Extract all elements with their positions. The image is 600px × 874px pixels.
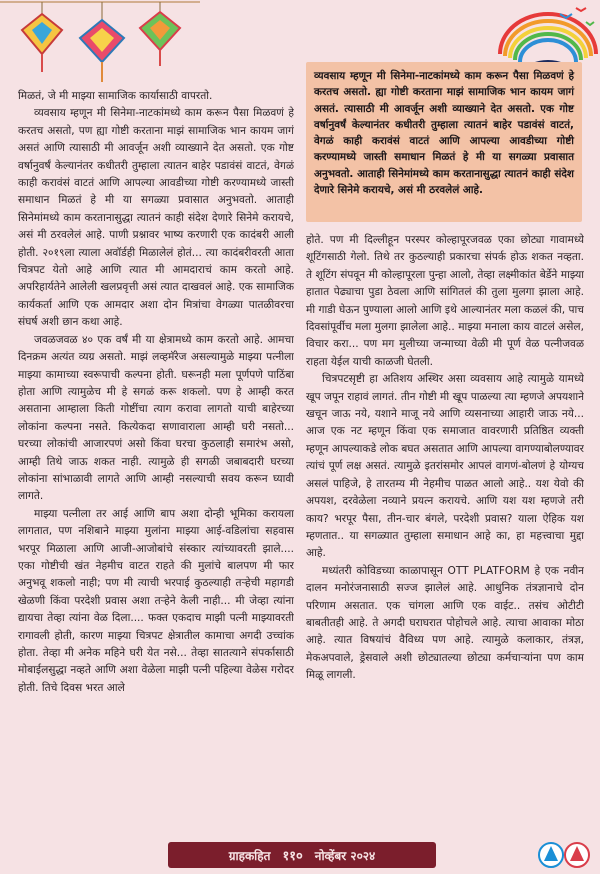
- lantern-icon: [140, 2, 180, 66]
- paragraph: जवळजवळ ४० एक वर्षं मी या क्षेत्रामध्ये काम करतो आहे. आमचा दिनक्रम अत्यंत व्यग्र असतो. माझं लव्हमॅरेज असल्यामुळे माझ्या पत्नीला माझ्या कामाच्या स्वरूपाची कल्पना होती. घरूनही मला पूर्णपणे पाठिंबा होता आणि त्यामुळेच मी हे सगळं करू शकलो. पण हे आम्ही करत असताना आम्हाला किती गोष्टींचा त्याग करावा लागतो याची बाहेरच्या लोकांना कल्पना नसते. कित्येकदा सणावाराला आम्ही घरी नसतो... घरच्या लोकांची आजारपणं असो किंवा घरचा कुठलाही समारंभ असो, आम्ही तिथे जाऊ शकत नाही. त्यामुळे ही सगळी जबाबदारी घरच्या लोकांना सांभाळावी लागते आणि आम्ही नसल्याची सवय करून घ्यावी लागते.: [18, 333, 294, 503]
- issue-date: नोव्हेंबर २०२४: [314, 848, 376, 863]
- paragraph: माझ्या पत्नीला तर आई आणि बाप अशा दोन्ही भूमिका करायला लागतात, पण नशिबाने माझ्या मुलांना माझ्या आई-वडिलांचा सहवास भरपूर मिळाला आणि आजी-आजोबांचे संस्कार त्यांच्यावरती झाले.... एका गोष्टीची खंत नेहमीच वाटत राहते की मुलांचे बालपण मी फार अनुभवू शकलो नाही; पण मी त्याची भरपाई कुठल्याही तऱ्हेची महागडी खेळणी किंवा परदेशी प्रवास अशा तऱ्हेने केली नाही... मी जेव्हा त्यांना द्यायचा तेव्हा त्यांना वेळ दिला.... फक्त एकदाच माझी पत्नी माझ्यावरती रागावली होती, कारण माझ्या चित्रपट क्षेत्रातील कामाचा अगदी उच्चांक होता. तेव्हा मी अनेक महिने घरी येत नसे... तेव्हा सातत्याने संपर्कासाठी मोबाईलसुद्धा नव्हते आणि अशा वेळेला माझी पत्नी पहिल्या वेळेस गरोदर होती. तिचे दिवस भरत आले: [18, 507, 294, 694]
- article-left-column: [18, 88, 294, 830]
- lantern-icon: [80, 2, 124, 82]
- publisher-logo-icon: [538, 840, 592, 870]
- paragraph: व्यवसाय म्हणून मी सिनेमा-नाटकांमध्ये काम करून पैसा मिळवणं हे करतच असतो, पण ह्या गोष्टी करताना माझं सामाजिक भान कायम जागं असतं आणि त्यासाठी मी आवर्जून अशी व्याख्याने देत असतो. एक गोष्ट वर्षानुवर्षं केल्यानंतर कधीतरी तुम्हाला त्यातन बाहेर पडावंसं वाटतं, वेगळं काही करावंसं वाटतं आणि आपल्या आवडीच्या गोष्टी करण्यामध्ये जास्ती समाधान मिळतं हे मी या सगळ्या प्रवासात अनुभवतो. आताही सिनेमांमध्ये काम करतानासुद्धा त्यातनं काही संदेश देणारे सिनेमे करायचे, असं मी ठरवलेलं आहे. पाणी प्रश्नावर भाष्य करणारी एक कादंबरी आली होती. २०१९ला त्याला अवॉर्डही मिळालेलं होतं... त्या कादंबरीवरती आता चित्रपट येतो आहे आणि त्यात मी आमदाराचं काम करतो आहे. अपरिहार्यतेने आलेली खलप्रवृत्ती असं त्यात दाखवलं आहे. एक सामाजिक कार्यकर्ता आणि एक आमदार अशा दोन मित्रांचा वेगळ्या पातळीवरचा संघर्ष अशी छान कथा आहे.: [18, 107, 294, 329]
- lantern-icon: [22, 2, 62, 72]
- paragraph: होते. पण मी दिल्लीहून परस्पर कोल्हापूरजवळ एका छोट्या गावामध्ये शूटिंगसाठी गेलो. तिथे तर कुठल्याही प्रकारचा संपर्क होऊ शकत नव्हता. ते शूटिंग संपवून मी कोल्हापूरला पुन्हा आलो, तेव्हा लक्ष्मीकांत बेर्डेने माझ्या हातात पेढ्याचा पुडा ठेवला आणि सांगितलं की तुला मुलगा झाला आहे. मी गाडी घेऊन पुण्याला आलो आणि इथे आल्यानंतर मला कळलं की, पाच दिवसांपूर्वीच मला मुलगा झालेला आहे.. माझ्या मनाला काय वाटलं असेल, विचार करा... पण मग मुलीच्या जन्माच्या वेळी मी पूर्ण वेळ पत्नीजवळ राहता येईल याची काळजी घेतली.: [306, 234, 584, 368]
- page-number: ११०: [282, 849, 303, 864]
- magazine-name: ग्राहकहित: [228, 848, 271, 863]
- paragraph: चित्रपटसृष्टी हा अतिशय अस्थिर असा व्यवसाय आहे त्यामुळे यामध्ये खूप जपून राहावं लागतं. तीन गोष्टी मी खूप पाळल्या त्या म्हणजे अपयशाने खचून जाऊ नये, यशाने माजू नये आणि व्यसनाच्या आहारी जाऊ नये... आज एक नट म्हणून किंवा एक समाजात वावरणारी प्रतिष्ठित व्यक्ती म्हणून आपल्याकडे लोक बघत असतात आणि आपल्या वागण्याबोलण्यावर त्यांचं पूर्ण लक्ष असतं. त्यामुळे इतरांसमोर आपलं वागणं-बोलणं हे योग्यच असलं पाहिजे, हे तारतम्य मी नेहमीच पाळत आलो आहे.. यश येवो की अपयश, दरवेळेला नव्याने प्रयत्न करायचे. आणि यश यश म्हणजे तरी काय? भरपूर पैसा, तीन-चार बंगले, परदेशी प्रवास? याला ऐहिक यश म्हणतात.. या सगळ्यात तुम्हाला समाधान आहे का, हा महत्त्वाचा मुद्दा आहे.: [306, 373, 584, 560]
- paragraph: मध्यंतरी कोविडच्या काळापासून OTT PLATFORM हे एक नवीन दालन मनोरंजनासाठी सज्ज झालेलं आहे. आधुनिक तंत्रज्ञानाचे दोन परिणाम असतात. एक चांगला आणि एक वाईट.. तसंच ओटीटी बाबतीतही आहे. ते अगदी घराघरात पोहोचले आहे. त्याचा आवाका मोठा आहे. त्यात विषयांचं वैविध्य पण आहे. त्यामुळे कलाकार, तंत्रज्ञ, मेकअपवाले, ड्रेसवाले अशी छोट्यातल्या छोट्या कर्मचाऱ्यांना पण काम मिळू लागली.: [306, 564, 584, 682]
- paragraph: मिळतं, जे मी माझ्या सामाजिक कार्यासाठी वापरतो.: [18, 90, 213, 102]
- article-right-column: [306, 232, 584, 830]
- page-footer: [0, 838, 600, 874]
- footer-band: [168, 842, 436, 868]
- pull-quote: व्यवसाय म्हणून मी सिनेमा-नाटकांमध्ये काम करून पैसा मिळवणं हे करतच असतो. ह्या गोष्टी करताना माझं सामाजिक भान कायम जागं असतं. त्यासाठी मी आवर्जून अशी व्याख्याने देत असतो. एक गोष्ट वर्षानुवर्षं केल्यानंतर कधीतरी तुम्हाला त्यातनं बाहेर पडावंसं वाटतं, वेगळं काही करावंसं वाटतं आणि आपल्या आवडीच्या गोष्टी करण्यामध्ये जास्ती समाधान मिळतं हे मी या सगळ्या प्रवासात अनुभवतो. आताही सिनेमांमध्ये काम करतानासुद्धा त्यातनं काही संदेश देणारे सिनेमे करायचे, असं मी ठरवलेलं आहे.: [306, 62, 582, 222]
